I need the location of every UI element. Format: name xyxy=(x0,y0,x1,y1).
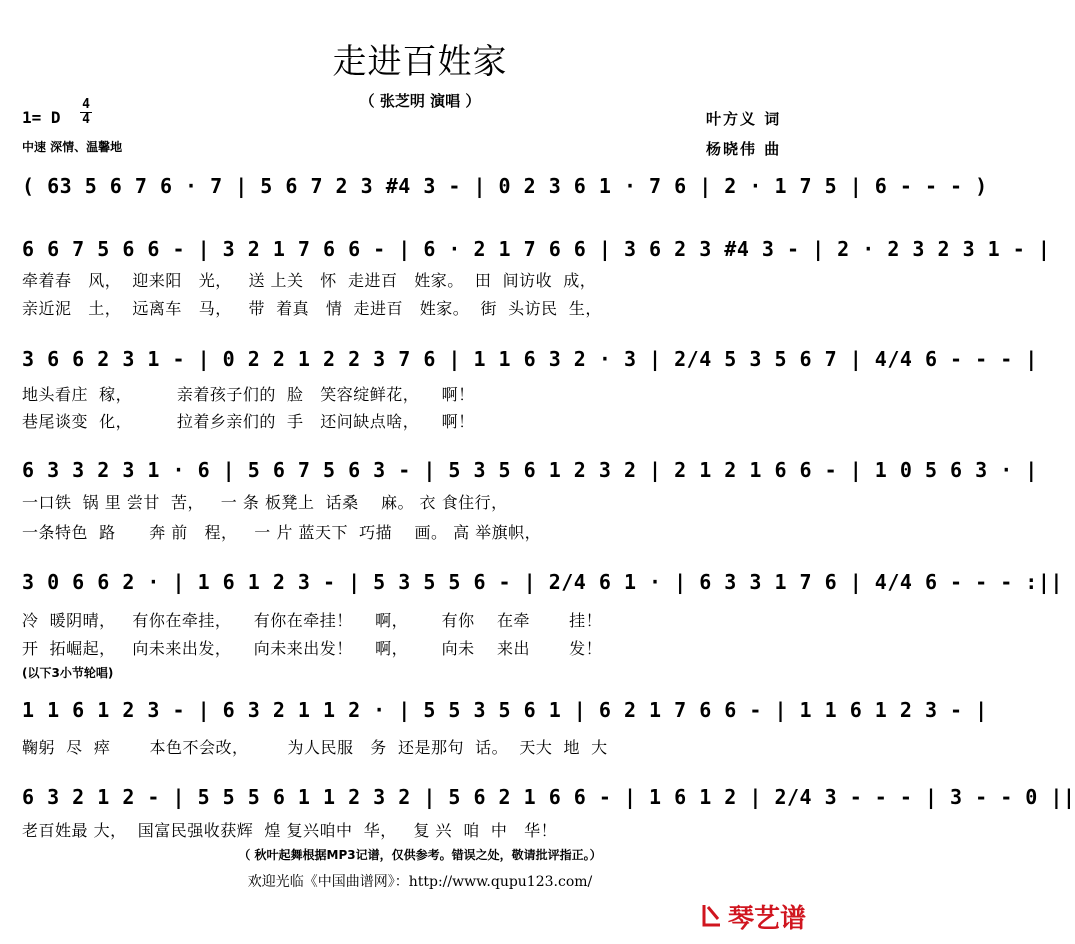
lyric-line-3b: 巷尾谈变 化， 拉着乡亲们的 手 还问缺点啥， 啊！ xyxy=(22,412,475,431)
time-bottom: 4 xyxy=(82,112,90,127)
lyric-line-2a: 牵着春 风， 迎来阳 光， 送 上关 怀 走进百 姓家。 田 间访收 成， xyxy=(22,271,597,290)
welcome-link-line: 欢迎光临《中国曲谱网》：http://www.qupu123.com/ xyxy=(247,874,593,890)
notation-line-6: 1 1 6 1 2 3 - | 6 3 2 1 1 2 · | 5 5 3 5 6 1 | 6 2 1 7 6 6 - | 1 1 6 1 2 3 - | xyxy=(22,698,988,722)
logo-text: 琴艺谱 xyxy=(728,904,807,934)
qinyipu-logo xyxy=(700,898,806,935)
notation-line-7: 6 3 2 1 2 - | 5 5 5 6 1 1 2 3 2 | 5 6 2 1 6 6 - | 1 6 1 2 | 2/4 3 - - - | 3 - - 0 || xyxy=(22,785,1075,809)
composer-credit: 杨晓伟 曲 xyxy=(706,140,782,158)
lyric-line-6a: 鞠躬 尽 瘁 本色不会改， 为人民服 务 还是那句 话。 天大 地 大 xyxy=(22,738,608,757)
lyric-line-5b: 开 拓崛起， 向未来出发， 向未来出发！ 啊， 向未 来出 发！ xyxy=(22,639,603,658)
time-top: 4 xyxy=(82,97,90,112)
lyric-line-4a: 一口铁 锅 里 尝甘 苦， 一 条 板凳上 话桑 麻。 衣 食住行， xyxy=(22,493,508,512)
lyricist-credit: 叶方义 词 xyxy=(706,110,782,128)
round-singing-note: (以下3小节轮唱) xyxy=(22,666,114,680)
notation-line-1: ( 63 5 6 7 6 · 7 | 5 6 7 2 3 #4 3 - | 0 2 3 6 1 · 7 6 | 2 · 1 7 5 | 6 - - - ) xyxy=(22,174,988,198)
performer-line: （ 张芝明 演唱 ） xyxy=(359,92,481,110)
lyric-line-2b: 亲近泥 土， 远离车 马， 带 着真 情 走进百 姓家。 街 头访民 生， xyxy=(22,299,602,318)
tempo-marking: 中速 深情、温馨地 xyxy=(22,140,123,154)
notation-line-4: 6 3 3 2 3 1 · 6 | 5 6 7 5 6 3 - | 5 3 5 6 1 2 3 2 | 2 1 2 1 6 6 - | 1 0 5 6 3 · | xyxy=(22,458,1038,482)
lyric-line-7a: 老百姓最 大， 国富民强收获辉 煌 复兴咱中 华， 复 兴 咱 中 华！ xyxy=(22,821,558,840)
lyric-line-5a: 冷 暖阴晴， 有你在牵挂， 有你在牵挂！ 啊， 有你 在牵 挂！ xyxy=(22,611,603,630)
key-signature: 1= D xyxy=(22,108,61,127)
notation-line-5: 3 0 6 6 2 · | 1 6 1 2 3 - | 5 3 5 5 6 - | 2/4 6 1 · | 6 3 3 1 7 6 | 4/4 6 - - - :|| xyxy=(22,570,1063,594)
time-signature xyxy=(80,98,92,127)
logo-mark-icon xyxy=(700,901,724,933)
transcription-footnote: （ 秋叶起舞根据MP3记谱，仅供参考。错误之处，敬请批评指正。） xyxy=(238,848,602,862)
notation-line-2: 6 6 7 5 6 6 - | 3 2 1 7 6 6 - | 6 · 2 1 7 6 6 | 3 6 2 3 #4 3 - | 2 · 2 3 2 3 1 - | xyxy=(22,237,1051,261)
song-title: 走进百姓家 xyxy=(332,42,508,82)
notation-line-3: 3 6 6 2 3 1 - | 0 2 2 1 2 2 3 7 6 | 1 1 6 3 2 · 3 | 2/4 5 3 5 6 7 | 4/4 6 - - - | xyxy=(22,347,1038,371)
lyric-line-3a: 地头看庄 稼， 亲着孩子们的 脸 笑容绽鲜花， 啊！ xyxy=(22,385,475,404)
lyric-line-4b: 一条特色 路 奔 前 程， 一 片 蓝天下 巧描 画。 高 举旗帜， xyxy=(22,523,542,542)
